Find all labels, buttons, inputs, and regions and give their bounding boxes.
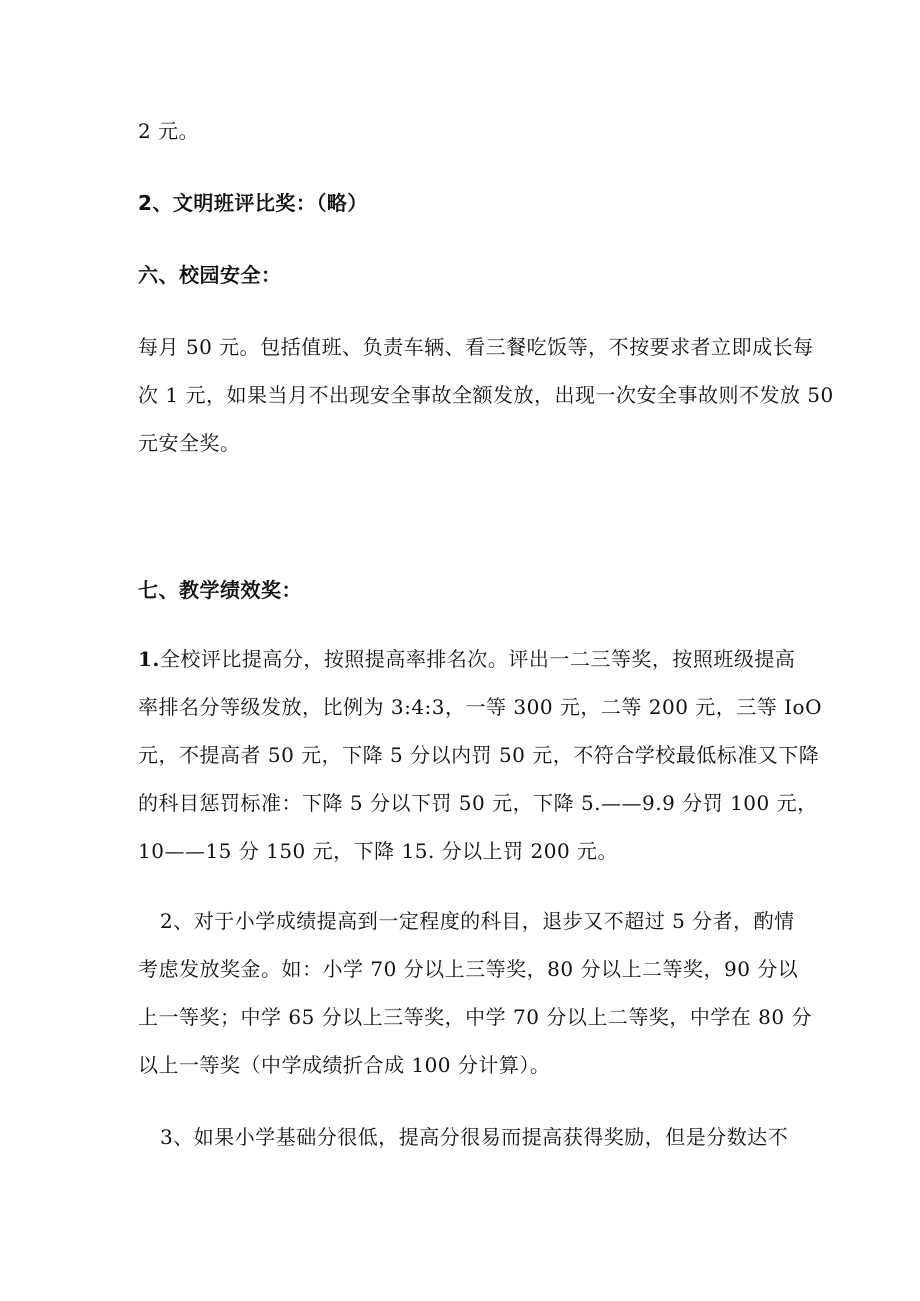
paragraph-line: 上一等奖；中学 65 分以上三等奖，中学 70 分以上二等奖，中学在 80 分: [138, 1005, 812, 1029]
fragment-top: 2 元。: [138, 119, 200, 143]
item-number: 1.: [138, 647, 160, 671]
section-2-heading: 2、文明班评比奖：（略）: [138, 191, 368, 215]
section-7-heading: 七、教学绩效奖：: [138, 578, 302, 602]
paragraph-line: 的科目惩罚标准：下降 5 分以下罚 50 元，下降 5.——9.9 分罚 100 元，: [138, 791, 818, 815]
paragraph-line: 每月 50 元。包括值班、负责车辆、看三餐吃饭等，不按要求者立即成长每: [138, 335, 814, 359]
paragraph-line: 考虑发放奖金。如：小学 70 分以上三等奖，80 分以上二等奖，90 分以: [138, 957, 799, 981]
item-text: 全校评比提高分，按照提高率排名次。评出一二三等奖，按照班级提高: [159, 647, 796, 671]
paragraph-line: 以上一等奖（中学成绩折合成 100 分计算）。: [138, 1053, 551, 1077]
paragraph-line: 元安全奖。: [138, 431, 241, 455]
paragraph-line: 率排名分等级发放，比例为 3:4:3，一等 300 元，二等 200 元，三等 IoO: [138, 695, 822, 719]
section-6-heading: 六、校园安全：: [138, 263, 282, 287]
paragraph-line: 元，不提高者 50 元，下降 5 分以内罚 50 元，不符合学校最低标准又下降: [138, 743, 820, 767]
paragraph-line: 10——15 分 150 元，下降 15. 分以上罚 200 元。: [138, 839, 619, 863]
paragraph-line: [138, 646, 795, 672]
paragraph-line: 次 1 元，如果当月不出现安全事故全额发放，出现一次安全事故则不发放 50: [138, 383, 834, 407]
paragraph-line: 3、如果小学基础分很低，提高分很易而提高获得奖励，但是分数达不: [160, 1125, 789, 1149]
paragraph-line: 2、对于小学成绩提高到一定程度的科目，退步又不超过 5 分者，酌情: [160, 909, 795, 933]
